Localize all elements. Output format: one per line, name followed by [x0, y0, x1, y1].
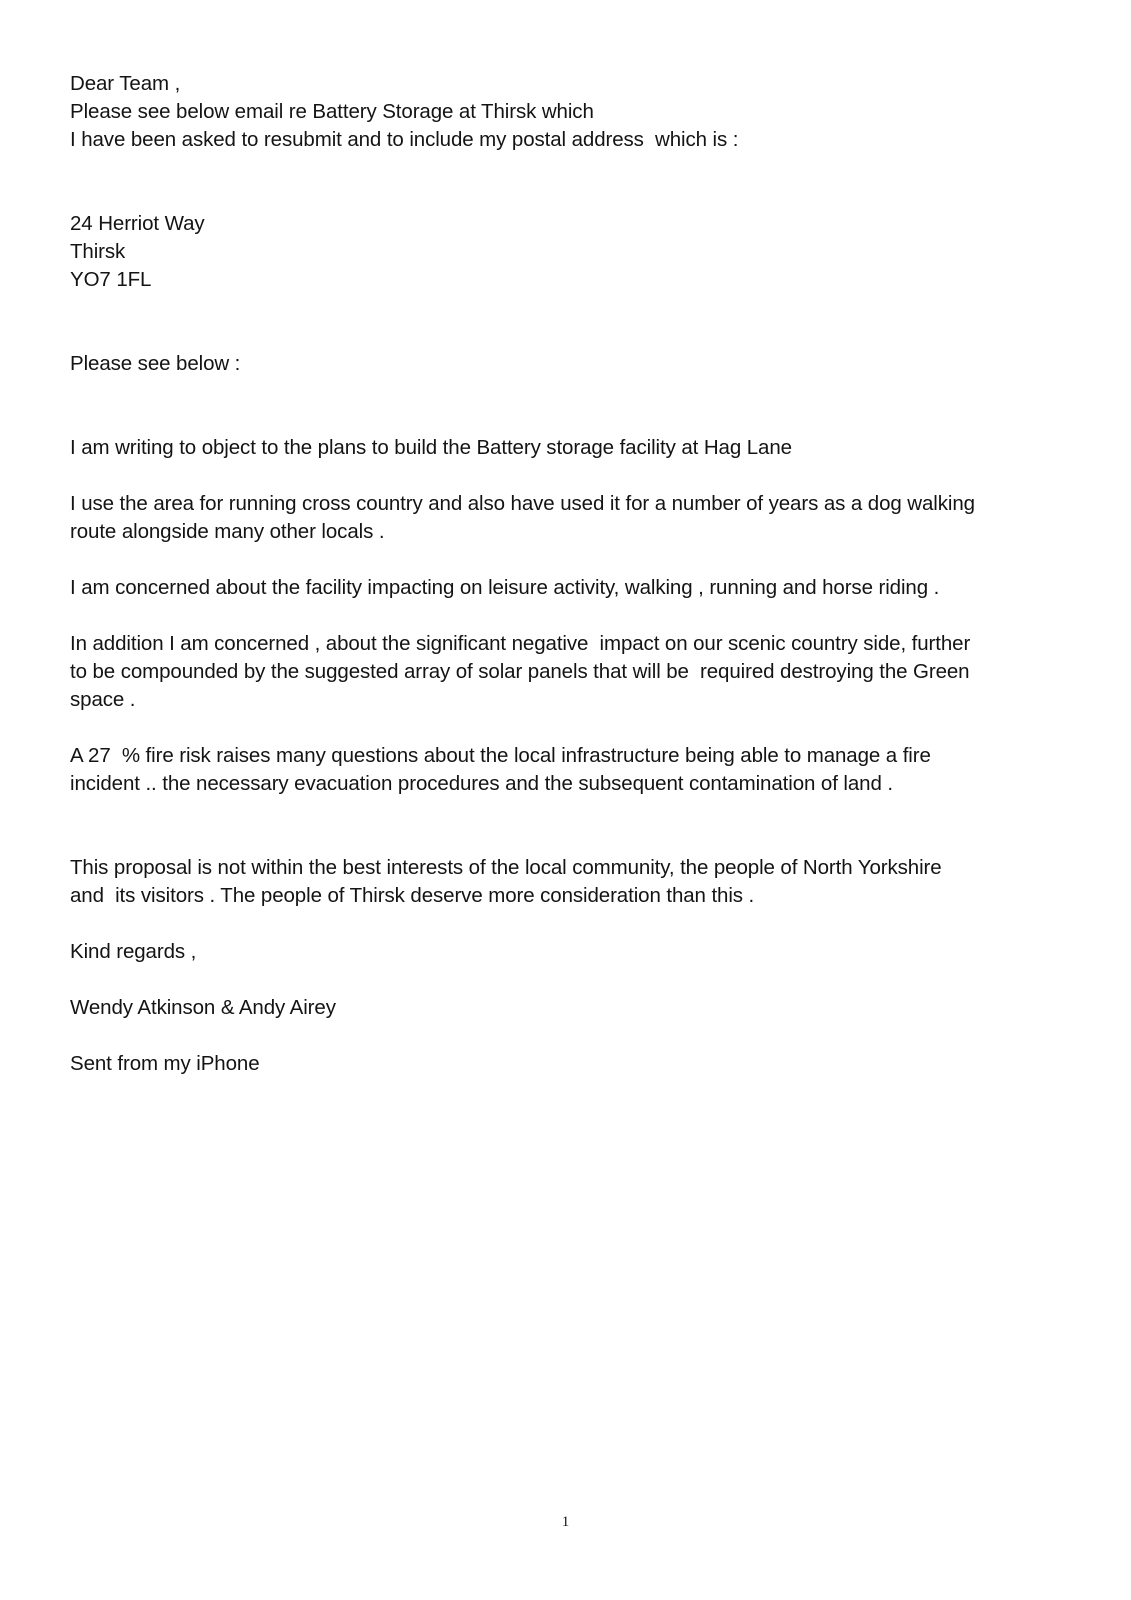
- intro-line: I have been asked to resubmit and to include my postal address which is :: [70, 128, 739, 151]
- intro-line: Please see below email re Battery Storage at Thirsk which: [70, 100, 594, 123]
- usage-paragraph-line: I use the area for running cross country and also have used it for a number of years as a dog walking: [70, 492, 975, 515]
- community-paragraph-line: This proposal is not within the best interests of the local community, the people of North Yorkshire: [70, 856, 942, 879]
- usage-paragraph-line: route alongside many other locals .: [70, 520, 385, 543]
- scenic-paragraph-line: space .: [70, 688, 136, 711]
- sign-off: Kind regards ,: [70, 940, 197, 963]
- see-below: Please see below :: [70, 352, 241, 375]
- sent-from: Sent from my iPhone: [70, 1052, 260, 1075]
- leisure-paragraph: I am concerned about the facility impacting on leisure activity, walking , running and horse riding .: [70, 576, 940, 599]
- scenic-paragraph-line: to be compounded by the suggested array of solar panels that will be required destroying the Green: [70, 660, 970, 683]
- greeting: Dear Team ,: [70, 72, 181, 95]
- address-town: Thirsk: [70, 240, 126, 263]
- signatories: Wendy Atkinson & Andy Airey: [70, 996, 336, 1019]
- fire-risk-paragraph-line: incident .. the necessary evacuation procedures and the subsequent contamination of land .: [70, 772, 893, 795]
- objection-paragraph: I am writing to object to the plans to build the Battery storage facility at Hag Lane: [70, 436, 792, 459]
- address-street: 24 Herriot Way: [70, 212, 205, 235]
- fire-risk-paragraph-line: A 27 % fire risk raises many questions about the local infrastructure being able to manage a fire: [70, 744, 931, 767]
- community-paragraph-line: and its visitors . The people of Thirsk deserve more consideration than this .: [70, 884, 755, 907]
- scenic-paragraph-line: In addition I am concerned , about the significant negative impact on our scenic country side, further: [70, 632, 971, 655]
- address-postcode: YO7 1FL: [70, 268, 152, 291]
- page-number: 1: [561, 1514, 570, 1530]
